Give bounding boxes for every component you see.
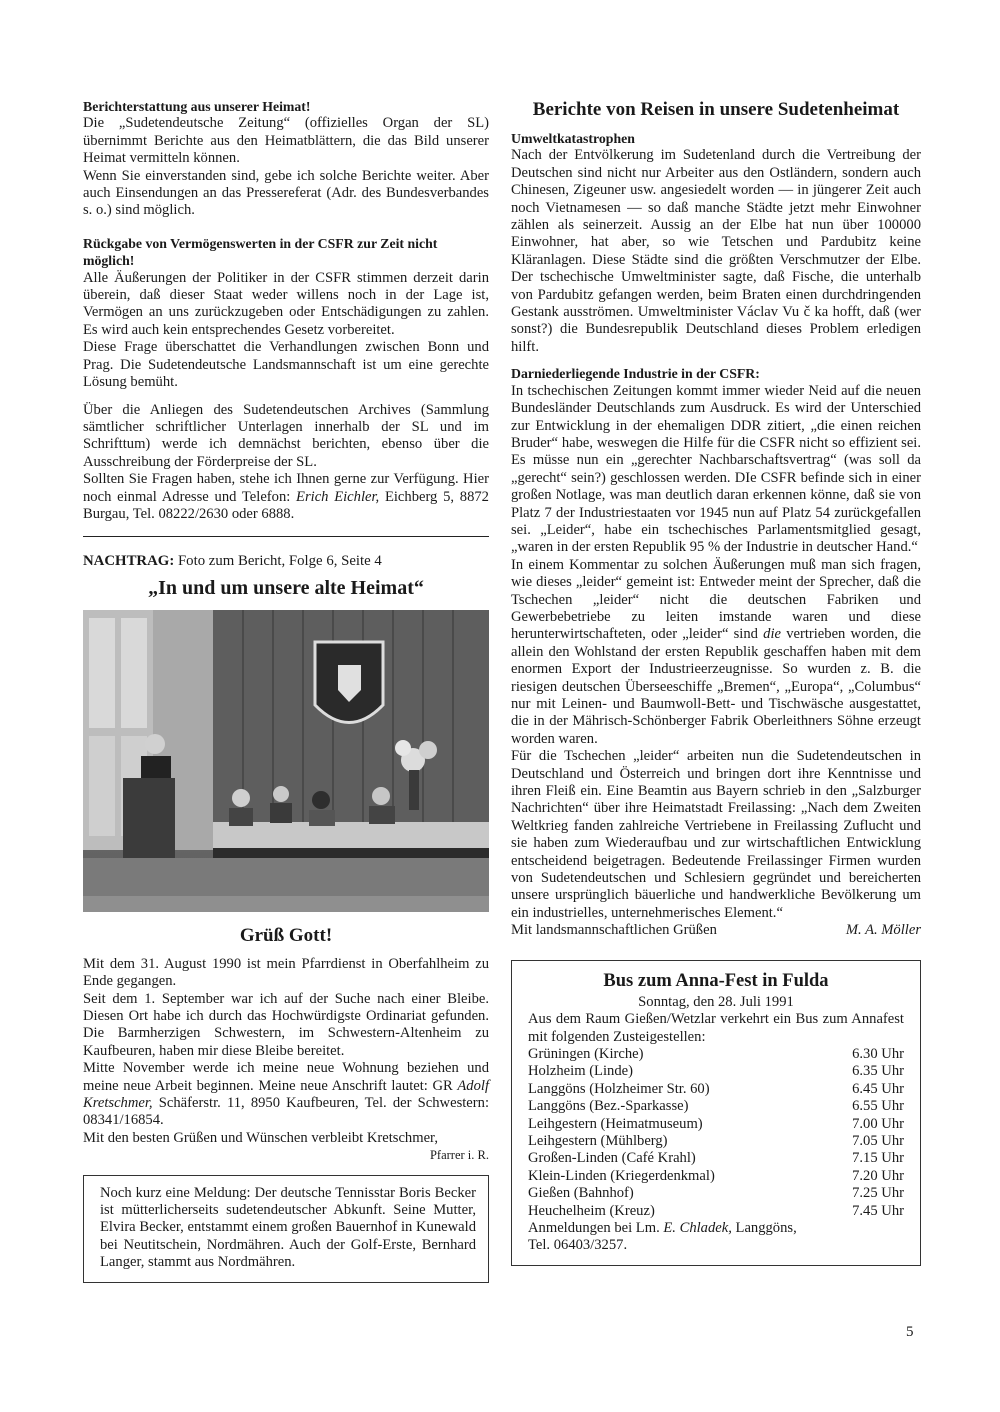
- box-text: Noch kurz eine Meldung: Der deutsche Tennisstar Boris Becker ist mütterlicherseits sudetendeutscher Abkunft. Seine Mutter, Elvira Becker, entstammt einem großen Bauernhof in Kunewald bei Neutitschein, Nordmähren. Auch der Golf-Erste, Bernhard Langer, stammt aus Nordmähren.: [100, 1184, 476, 1271]
- bus-stop-place: Heuchelheim (Kreuz): [528, 1202, 655, 1219]
- bus-stop-row: [528, 1046, 904, 1063]
- author-signature: M. A. Möller: [845, 922, 921, 939]
- bus-stop-row: [528, 1150, 904, 1167]
- bus-stop-time: 7.15 Uhr: [852, 1150, 904, 1167]
- bus-phone: Tel. 06403/3257.: [528, 1237, 628, 1254]
- bus-stop-place: Großen-Linden (Café Krahl): [528, 1150, 696, 1167]
- bus-stop-place: Langgöns (Bez.-Sparkasse): [528, 1098, 689, 1115]
- page-number: 5: [906, 1324, 914, 1340]
- section-heading: Rückgabe von Vermögenswerten in der CSFR zur Zeit nicht möglich!: [83, 235, 438, 269]
- bus-stop-time: 7.05 Uhr: [852, 1132, 904, 1149]
- paragraph: Mit dem 31. August 1990 ist mein Pfarrdienst in Oberfahlheim zu Ende gegangen.: [83, 955, 489, 990]
- author-name: Erich Eichler,: [296, 488, 380, 505]
- bus-date: Sonntag, den 28. Juli 1991: [638, 993, 794, 1010]
- bus-stop-row: [528, 1098, 904, 1115]
- paragraph: Über die Anliegen des Sudetendeutschen Archives (Sammlung sämtlicher schriftlicher Unterlagen innerhalb der SL und im Schrifttum) werde ich demnächst berichten, ebenso über die Ausschreibung der Förderpreise der SL.: [83, 401, 489, 470]
- bus-stop-time: 7.00 Uhr: [852, 1115, 904, 1132]
- bus-box: [511, 960, 921, 1266]
- paragraph: Alle Äußerungen der Politiker in der CSFR stimmen derzeit darin überein, daß dieser Staat weder willens noch in der Lage ist, Vermögen an uns zurückzugeben oder Entschädigungen zu zahlen. Es wird auch kein entsprechendes Gesetz vorbereitet.: [83, 269, 489, 338]
- bus-stop-time: 7.20 Uhr: [852, 1167, 904, 1184]
- bus-stop-place: Leihgestern (Mühlberg): [528, 1132, 668, 1149]
- meeting-photo: [83, 610, 489, 912]
- paragraph: Diese Frage überschattet die Verhandlungen zwischen Bonn und Prag. Die Sudetendeutsche Landsmannschaft ist um eine gerechte Lösung bemüht.: [83, 339, 489, 391]
- photo-title: „In und um unsere alte Heimat“: [148, 576, 424, 599]
- bus-stop-time: 6.30 Uhr: [852, 1045, 904, 1062]
- paragraph: Mit den besten Grüßen und Wünschen verbleibt Kretschmer,: [83, 1129, 438, 1146]
- bus-stop-row: [528, 1168, 904, 1185]
- left-column: [83, 98, 489, 1283]
- bus-stop-time: 6.55 Uhr: [852, 1098, 904, 1115]
- bus-stop-row: [528, 1185, 904, 1202]
- paragraph: In einem Kommentar zu solchen Äußerungen muß man sich fragen, wie dieses „leider“ gemeint ist: Entweder meint der Sprecher, daß die Tschechen „leider“ nicht die deutschen Fabriken und Gewerbebetriebe zu leiten imstande waren und diese herunterwirtschafteten, oder „leider“ sind die vertrieben worden, die allein den Wohlstand der ersten Republik geschaffen haben mit dem enormen Export der Industrieerzeugnisse. So wurden z. B. die riesigen deutschen Überseeschiffe „Bremen“, „Europa“, „Columbus“ nur mit Leinen- und Baumwoll-Bett- und Tischwäsche ausgestattet, die in der Mährisch-Schönberger Fabrik Oberleithners Söhne erzeugt worden waren.: [511, 556, 921, 747]
- page-title: Berichte von Reisen in unsere Sudetenheimat: [532, 99, 900, 120]
- bus-stop-time: 7.45 Uhr: [852, 1202, 904, 1219]
- bus-stop-place: Langgöns (Holzheimer Str. 60): [528, 1080, 710, 1097]
- bus-stop-row: [528, 1063, 904, 1080]
- bus-stop-row: [528, 1116, 904, 1133]
- paragraph: Wenn Sie einverstanden sind, gebe ich solche Berichte weiter. Aber auch Einsendungen an das Pressereferat (Adr. des Bundesverbandes s. o.) sind möglich.: [83, 167, 489, 219]
- bus-stop-row: [528, 1133, 904, 1150]
- section-heading: Umweltkatastrophen: [511, 131, 635, 146]
- paragraph: Sollten Sie Fragen haben, stehe ich Ihnen gerne zur Verfügung. Hier noch einmal Adresse und Telefon: Erich Eichler, Eichberg 5, 8872 Burgau, Tel. 08222/2630 oder 6888.: [83, 471, 489, 522]
- closing-text: Mit landsmannschaftlichen Grüßen: [511, 922, 717, 939]
- bus-stop-time: 6.45 Uhr: [852, 1080, 904, 1097]
- bus-stop-time: 7.25 Uhr: [852, 1185, 904, 1202]
- greeting-title: Grüß Gott!: [239, 924, 333, 946]
- author-name: Adolf Kretschmer,: [83, 1077, 489, 1111]
- right-column: [511, 98, 921, 1266]
- bus-stop-place: Klein-Linden (Kriegerdenkmal): [528, 1167, 715, 1184]
- signature: Pfarrer i. R.: [429, 1148, 489, 1163]
- bus-stop-place: Gießen (Bahnhof): [528, 1185, 634, 1202]
- bus-stop-place: Leihgestern (Heimatmuseum): [528, 1115, 703, 1132]
- nachtrag-line: NACHTRAG: Foto zum Bericht, Folge 6, Seite 4: [83, 553, 382, 570]
- paragraph: Die „Sudetendeutsche Zeitung“ (offizielles Organ der SL) übernimmt Berichte aus den Heimatblättern, die das Bild unserer Heimat vermitteln können.: [83, 115, 489, 167]
- meeting-photo-image: [83, 610, 489, 912]
- bus-stop-place: Holzheim (Linde): [528, 1063, 633, 1080]
- bus-stop-row: [528, 1203, 904, 1220]
- paragraph: Nach der Entvölkerung im Sudetenland durch die Vertreibung der Deutschen sind nicht nur Arbeiter aus den Ostländern, sondern auch Chinesen, Zigeuner usw. angesiedelt worden — in jüngerer Zeit auch noch Vietnamesen — so daß manche Städte jetzt mehr Einwohner zählen als seinerzeit. Aussig an der Elbe hat nun über 100000 Einwohner, hat aber, so wie Tetschen und Pardubitz keine Kläranlagen. Diese Städte sind die größten Verschmutzer der Elbe. Der tschechische Umweltminister sagte, daß Fische, die unterhalb von Pardubitz gefangen werden, beim Braten einen durchdringenden Gestank ausströmen. Umweltminister Václav Vu č ka hofft, daß (wer sonst?) die Bundesrepublik Deutschland dieses Problem erledigen hilft.: [511, 147, 921, 355]
- closing-line: [511, 922, 921, 939]
- bus-footer: Anmeldungen bei Lm. E. Chladek, Langgöns,: [528, 1219, 797, 1236]
- bus-stop-place: Grüningen (Kirche): [528, 1045, 644, 1062]
- paragraph: Seit dem 1. September war ich auf der Suche nach einer Bleibe. Diesen Ort habe ich durch das Hochwürdigste Ordinariat gefunden. Die Barmherzigen Schwestern, im Schwestern-Altenheim zu Kaufbeuren, haben mir diese Bleibe bereitet.: [83, 990, 489, 1059]
- paragraph: In tschechischen Zeitungen kommt immer wieder Neid auf die neuen Bundesländer Deutschlands zum Ausdruck. Es wird der Unterschied zur Entwicklung in der ehemaligen DDR zitiert, „die einen reichen Bruder“ habe, weswegen die Hilfe für die CSFR nicht so effizient sei. Es müsse nun ein „gerechter Nachbarschaftsvertrag“ (was soll da „gerecht“ sein?) geschlossen werden. DIe CSFR befinde sich in einer großen Notlage, was man deutlich daran erkennen könne, daß sie von Platz 7 der Industriestaaten vor 1945 nun auf Platz 54 zurückgefallen sei. „Leider“, habe ein tschechisches Parlamentsmitglied gesagt, „waren in der ersten Republik 95 % der Industrie in deutscher Hand.“: [511, 382, 921, 556]
- paragraph: Für die Tschechen „leider“ arbeiten nun die Sudetendeutschen in Deutschland und Österreich und bringen dort ihre Kenntnisse und ihren Fleiß ein. Eine Beamtin aus Bayern schrieb in den „Salzburger Nachrichten“ über ihre Heimatstadt Freilassing: „Nach dem Zweiten Weltkrieg fanden zahlreiche Vertriebene in Freilassing Zuflucht und sie haben zum Wiederaufbau und zur wirtschaftlichen Entwicklung entscheidend beigetragen. Bedeutende Freilassinger Firmen wurden von Sudetendeutschen und Schlesiern gegründet und bereicherten unsere ursprünglich bäuerliche und handwerkliche Bevölkerung um ein industrielles, unternehmerisches Element.“: [511, 748, 921, 921]
- bus-stop-time: 6.35 Uhr: [852, 1063, 904, 1080]
- bus-stop-list: [528, 1046, 904, 1220]
- bus-intro: Aus dem Raum Gießen/Wetzlar verkehrt ein Bus zum Annafest mit folgenden Zusteigestellen:: [528, 1011, 904, 1045]
- bus-stop-row: [528, 1081, 904, 1098]
- paragraph: Mitte November werde ich meine neue Wohnung beziehen und meine neue Arbeit beginnen. Meine neue Anschrift lautet: GR Adolf Kretschmer, Schäferstr. 11, 8950 Kaufbeuren, Tel. der Schwestern: 08341/16854.: [83, 1060, 489, 1129]
- bus-title: Bus zum Anna-Fest in Fulda: [603, 970, 829, 991]
- news-box: [83, 1175, 489, 1283]
- divider: [83, 536, 489, 537]
- section-heading: Darniederliegende Industrie in der CSFR:: [511, 366, 760, 382]
- section-heading: Berichterstattung aus unserer Heimat!: [83, 99, 311, 114]
